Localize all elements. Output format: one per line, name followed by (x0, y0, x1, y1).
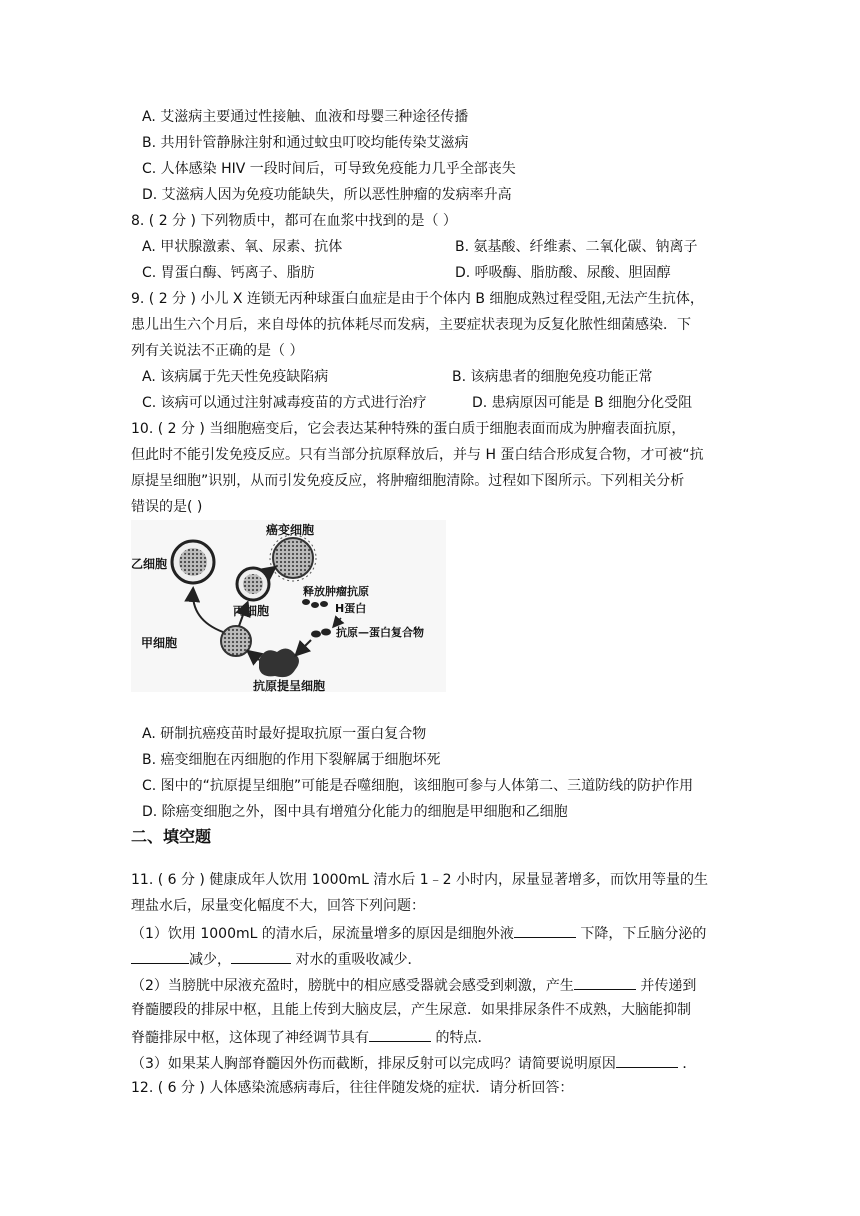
q11-part3-text-a: （3）如果某人胸部脊髓因外伤而截断，排尿反射可以完成吗？请简要说明原因 (131, 1056, 616, 1072)
tumor-immunity-figure (131, 520, 446, 692)
section-heading-fill-in: 二、填空题 (131, 827, 212, 846)
q9-stem-line1: 9. ( 2 分 ) 小儿 X 连锁无丙种球蛋白血症是由于个体内 B 细胞成熟过程受阻,无法产生抗体， (131, 291, 704, 307)
q9-stem-line2: 患儿出生六个月后，来自母体的抗体耗尽而发病，主要症状表现为反复化脓性细菌感染．下 (131, 317, 691, 333)
q9-option-d: D. 患病原因可能是 B 细胞分化受阻 (472, 395, 693, 411)
q11-part3-line1 (131, 1052, 696, 1074)
label-h-protein: H蛋白 (335, 602, 367, 615)
q8-option-d: D. 呼吸酶、脂肪酸、尿酸、胆固醇 (455, 265, 671, 281)
bing-cell (237, 568, 269, 600)
q10-stem-line2: 但此时不能引发免疫反应。只有当部分抗原释放后，并与 H 蛋白结合形成复合物，才可被“抗 (131, 447, 704, 463)
q7-option-b: B. 共用针管静脉注射和通过蚊虫叮咬均能传染艾滋病 (142, 135, 469, 151)
q11-part2-line3 (131, 1026, 491, 1048)
label-cancer-cell: 癌变细胞 (266, 523, 315, 537)
q7-option-d: D. 艾滋病人因为免疫功能缺失，所以恶性肿瘤的发病率升高 (142, 187, 512, 203)
q11-part1-line1 (131, 922, 706, 944)
q10-option-d: D. 除癌变细胞之外，图中具有增殖分化能力的细胞是甲细胞和乙细胞 (142, 804, 568, 820)
tumor-immunity-diagram (131, 520, 446, 692)
q11-stem-line2: 理盐水后，尿量变化幅度不大，回答下列问题： (131, 898, 425, 914)
q8-stem: 8. ( 2 分 ) 下列物质中，都可在血浆中找到的是（ ） (131, 213, 457, 229)
answer-blank-1[interactable] (514, 922, 576, 938)
q11-part1-text-d: 对水的重吸收减少． (291, 952, 422, 968)
q10-stem-line1: 10. ( 2 分 ) 当细胞癌变后，它会表达某种特殊的蛋白质于细胞表面而成为肿瘤表面抗原， (131, 421, 686, 437)
answer-blank-5[interactable] (369, 1026, 431, 1042)
q11-part1-text-a: （1）饮用 1000mL 的清水后，尿流量增多的原因是细胞外液 (131, 926, 514, 942)
q11-part3-text-b: ． (677, 1056, 697, 1072)
q10-option-b: B. 癌变细胞在丙细胞的作用下裂解属于细胞坏死 (142, 752, 441, 768)
q8-option-c: C. 胃蛋白酶、钙离子、脂肪 (142, 265, 315, 281)
q8-option-a: A. 甲状腺激素、氧、尿素、抗体 (142, 239, 343, 255)
label-yi-cell: 乙细胞 (131, 557, 168, 571)
q11-part2-text-d: 脊髓排尿中枢，这体现了神经调节具有 (131, 1030, 369, 1046)
answer-blank-4[interactable] (574, 974, 636, 990)
q7-option-a: A. 艾滋病主要通过性接触、血液和母婴三种途径传播 (142, 109, 469, 125)
q8-option-b: B. 氨基酸、纤维素、二氧化碳、钠离子 (455, 239, 698, 255)
q11-part1-text-b: 下降，下丘脑分泌的 (575, 926, 707, 942)
q10-option-a: A. 研制抗癌疫苗时最好提取抗原一蛋白复合物 (142, 726, 427, 742)
answer-blank-3[interactable] (231, 948, 291, 964)
q11-part2-text-e: 的特点． (431, 1030, 492, 1046)
label-bing-cell: 丙细胞 (233, 604, 270, 618)
q9-option-b: B. 该病患者的细胞免疫功能正常 (452, 369, 653, 385)
label-complex: 抗原—蛋白复合物 (336, 626, 424, 639)
q10-option-c: C. 图中的“抗原提呈细胞”可能是吞噬细胞，该细胞可参与人体第二、三道防线的防护作用 (142, 778, 694, 794)
q9-option-c: C. 该病可以通过注射减毒疫苗的方式进行治疗 (142, 395, 427, 411)
label-release-antigen: 释放肿瘤抗原 (303, 585, 369, 598)
q10-stem-line4: 错误的是( ) (131, 499, 203, 515)
q11-stem-line1: 11. ( 6 分 ) 健康成年人饮用 1000mL 清水后 1﹣2 小时内，尿量显著增多，而饮用等量的生 (131, 872, 709, 888)
q11-part2-line1 (131, 974, 696, 996)
q11-part2-line2: 脊髓腰段的排尿中枢，且能上传到大脑皮层，产生尿意．如果排尿条件不成熟，大脑能抑制 (131, 1002, 691, 1018)
yi-cell (172, 541, 214, 583)
jia-cell (221, 626, 251, 656)
q12-stem: 12. ( 6 分 ) 人体感染流感病毒后，往往伴随发烧的症状．请分析回答： (131, 1080, 574, 1096)
label-apc: 抗原提呈细胞 (253, 679, 326, 692)
q10-stem-line3: 原提呈细胞”识别，从而引发免疫反应，将肿瘤细胞清除。过程如下图所示。下列相关分析 (131, 473, 685, 489)
q11-part1-line2 (131, 948, 421, 970)
q11-part1-text-c: 减少， (189, 952, 231, 968)
q9-stem-line3: 列有关说法不正确的是（ ） (131, 343, 304, 359)
q9-option-a: A. 该病属于先天性免疫缺陷病 (142, 369, 329, 385)
q11-part2-text-b: 并传递到 (635, 978, 697, 994)
answer-blank-2[interactable] (131, 948, 189, 964)
label-jia-cell: 甲细胞 (141, 636, 178, 650)
q11-part2-text-a: （2）当膀胱中尿液充盈时，膀胱中的相应感受器就会感受到刺激，产生 (131, 978, 574, 994)
q7-option-c: C. 人体感染 HIV 一段时间后，可导致免疫能力几乎全部丧失 (142, 161, 516, 177)
answer-blank-6[interactable] (616, 1052, 678, 1068)
